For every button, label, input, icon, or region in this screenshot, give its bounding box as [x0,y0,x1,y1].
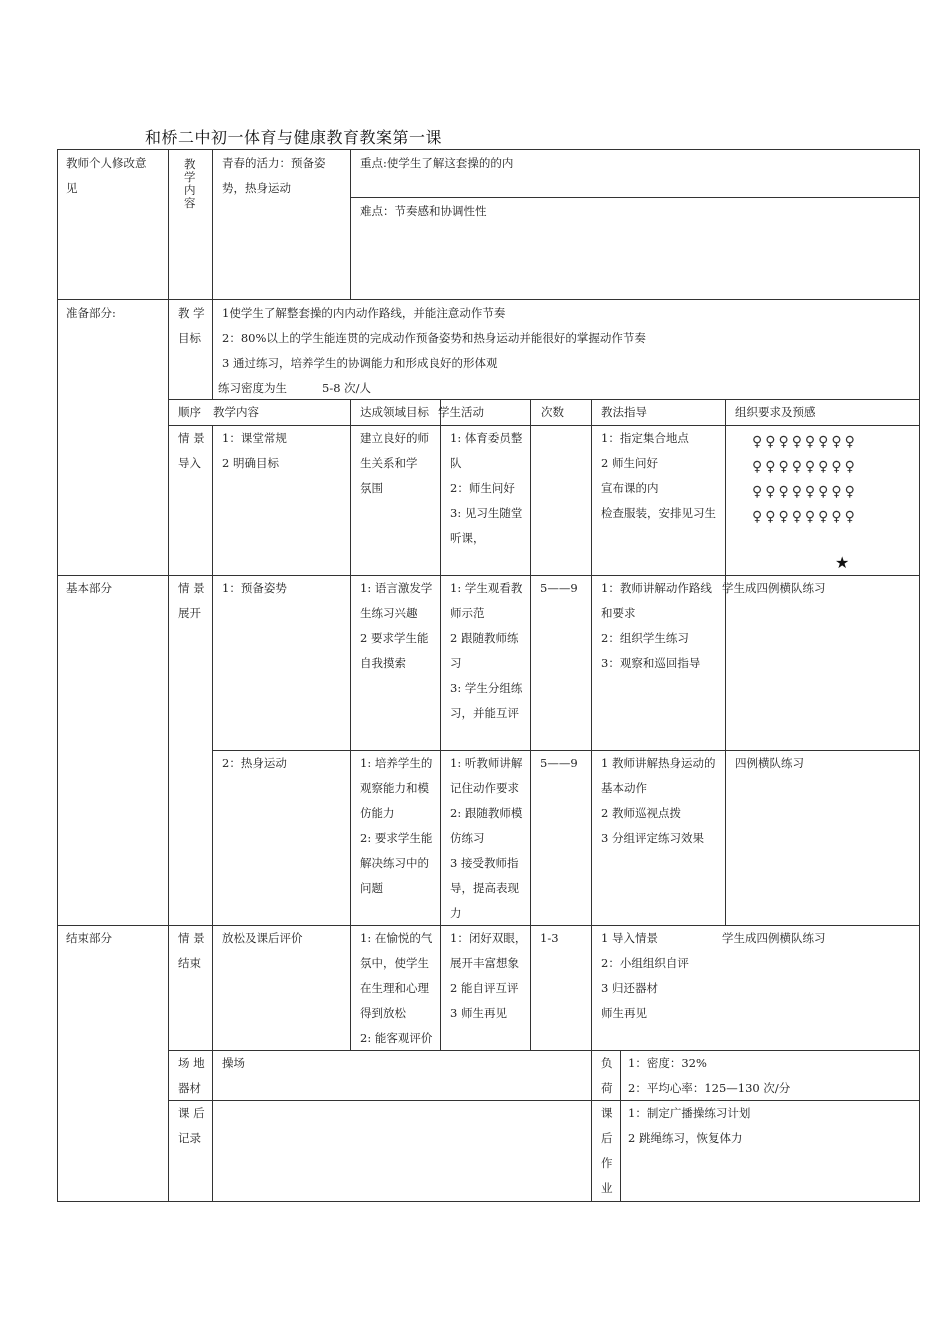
formation-row: ♀♀♀♀♀♀♀♀ [752,484,858,500]
table-col-rule [212,1100,213,1201]
intro-method: 1：指定集合地点 2 师生问好 宣布课的内 检查服装，安排见习生 [601,431,716,520]
goal-item: 2：80%以上的学生能连贯的完成动作预备姿势和热身运动并能很好的掌握动作节奏 [222,331,646,345]
col-header-method: 教法指导 [601,405,647,419]
page-title: 和桥二中初一体育与健康教育教案第一课 [145,128,443,147]
table-col-rule [440,399,441,1051]
basic-item1-target: 1: 语言激发学 生练习兴趣 2 要求学生能 自我摸索 [360,581,433,670]
basic-item2-org: 四例横队练习 [735,756,804,770]
load-label: 负 荷 [601,1056,613,1095]
end-org: 学生成四例横队练习 [722,931,826,945]
goals-list [222,301,646,376]
basic-item2-method: 1 教师讲解热身运动的 基本动作 2 教师巡视点拨 3 分组评定练习效果 [601,756,716,845]
end-target: 1: 在愉悦的气 氛中，使学生 在生理和心理 得到放松 2: 能客观评价 [360,931,433,1045]
goal-item: 1使学生了解整套操的内内动作路线，并能注意动作节奏 [222,306,506,320]
col-header-target: 达成领域目标 [360,405,429,419]
intro-content: 1：课堂常规 2 明确目标 [222,431,287,470]
table-col-rule [530,399,531,1051]
table-rule [168,1050,920,1051]
col-header-count: 次数 [541,405,564,419]
prep-section-label: 准备部分: [66,306,116,320]
lesson-content: 青春的活力：预备姿 势，热身运动 [222,156,326,195]
venue-value: 操场 [222,1056,245,1070]
basic-item2-target: 1: 培养学生的 观察能力和模 仿能力 2: 要求学生能 解决练习中的 问题 [360,756,433,895]
formation-row: ♀♀♀♀♀♀♀♀ [752,434,858,450]
venue-label: 场 地 器材 [178,1056,205,1095]
intro-label: 情 景 导入 [178,431,205,470]
goal-label: 教 学 目标 [178,306,205,345]
basic-item1-org: 学生成四例横队练习 [722,581,826,595]
end-content: 放松及课后评价 [222,931,303,945]
basic-item1-count: 5——9 [540,581,578,595]
density-value: 5-8 次/人 [322,381,372,395]
table-col-rule [620,1050,621,1201]
load-values: 1：密度：32% 2：平均心率：125—130 次/分 [628,1056,791,1095]
table-col-rule [212,425,213,1101]
homework-list: 1：制定广播操练习计划 2 跳绳练习，恢复体力 [628,1106,751,1145]
table-col-rule [212,299,213,400]
end-label: 情 景 结束 [178,931,205,970]
table-col-rule [591,399,592,1201]
basic-section-label: 基本部分 [66,581,112,595]
end-section-label: 结束部分 [66,931,112,945]
table-rule [350,197,920,198]
formation-row: ♀♀♀♀♀♀♀♀ [752,509,858,525]
col-header-org: 组织要求及预感 [735,405,816,419]
student-formation-diagram [752,430,858,530]
table-border-top [57,149,920,150]
key-point: 重点:使学生了解这套操的的内 [360,156,514,170]
col-header-order: 顺序 [178,405,201,419]
basic-label: 情 景 展开 [178,581,205,620]
basic-item1-content: 1：预备姿势 [222,581,287,595]
after-label: 课 后 记录 [178,1106,205,1145]
table-col-rule [168,149,169,1202]
table-col-rule [350,149,351,300]
intro-student: 1: 体育委员整 队 2：师生问好 3: 见习生随堂 听课， [450,431,523,545]
table-col-rule [212,149,213,300]
col-header-student: 学生活动 [438,405,484,419]
teacher-star-icon: ★ [835,553,850,572]
density-label: 练习密度为生 [218,381,287,395]
goal-item: 3 通过练习，培养学生的协调能力和形成良好的形体观 [222,356,498,370]
basic-item1-student: 1: 学生观看教 师示范 2 跟随教师练 习 3: 学生分组练 习，并能互评 [450,581,523,720]
formation-row: ♀♀♀♀♀♀♀♀ [752,459,858,475]
table-border-right [919,149,920,1202]
teacher-notes-label: 教师个人修改意 见 [66,156,147,195]
basic-item2-count: 5——9 [540,756,578,770]
col-header-content: 教学内容 [213,405,259,419]
end-method: 1 导入情景 2：小组组织自评 3 归还器材 师生再见 [601,931,689,1020]
basic-item2-student: 1: 听教师讲解 记住动作要求 2: 跟随教师模 仿练习 3 接受教师指 导，提高表现 力 [450,756,523,920]
basic-item2-content: 2：热身运动 [222,756,287,770]
table-col-rule [350,399,351,1051]
content-label: 教 学 内 容 [184,157,196,210]
basic-item1-method: 1：教师讲解动作路线 和要求 2：组织学生练习 3：观察和巡回指导 [601,581,712,670]
intro-target: 建立良好的师 生关系和学 氛围 [360,431,429,495]
table-border-bottom [57,1201,920,1202]
table-col-rule [725,399,726,926]
table-rule [168,1100,920,1101]
difficulty: 难点：节奏感和协调性性 [360,204,487,218]
end-count: 1-3 [540,931,559,945]
end-student: 1：闭好双眼， 展开丰富想象 2 能自评互评 3 师生再见 [450,931,527,1020]
homework-label: 课 后 作 业 [601,1106,613,1195]
table-rule [57,299,920,300]
table-border-left [57,149,58,1202]
